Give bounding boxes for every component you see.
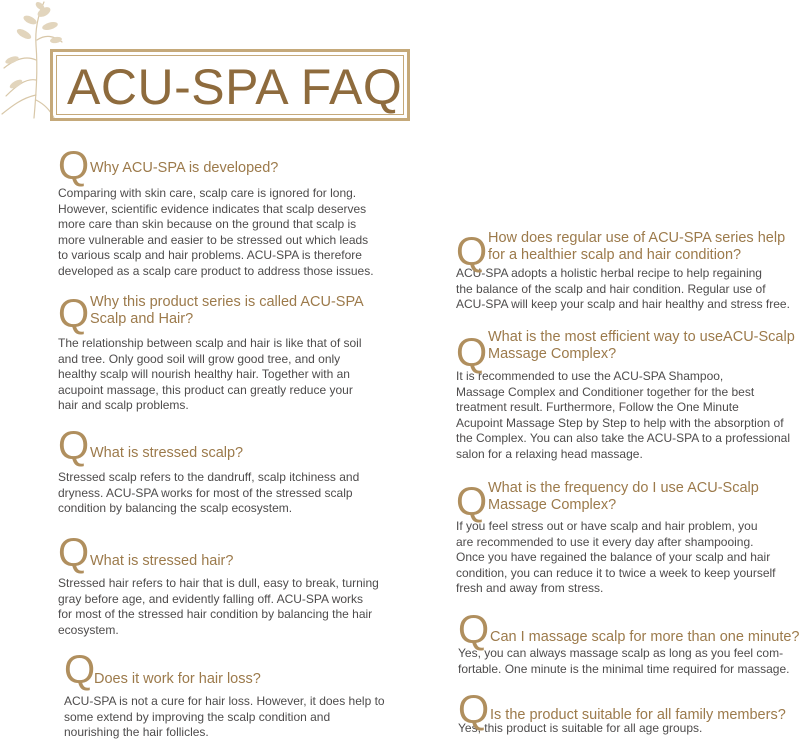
- faq-answer: Stressed scalp refers to the dandruff, scalp itchiness and dryness. ACU-SPA works for most of the stressed scalp condition by balancing the scalp ecosystem.: [58, 470, 360, 515]
- faq-item: [456, 478, 800, 597]
- q-mark-icon: Q: [458, 688, 490, 732]
- faq-question: Does it work for hair loss?: [94, 671, 261, 687]
- page-title: ACU-SPA FAQ: [67, 59, 403, 115]
- faq-item: [458, 688, 800, 737]
- faq-item: [456, 228, 796, 313]
- q-mark-icon: Q: [456, 331, 488, 375]
- q-mark-icon: Q: [58, 292, 90, 336]
- faq-answer: Stressed hair refers to hair that is dull, easy to break, turning gray before age, and evidently falling off. ACU-SPA works for most of the stressed hair condition by balancing the hair ecosystem.: [58, 576, 379, 637]
- faq-question: Why this product series is called ACU-SPA Scalp and Hair?: [90, 294, 364, 327]
- faq-item: [58, 292, 418, 414]
- title-frame: [50, 49, 410, 121]
- q-mark-icon: Q: [58, 424, 90, 468]
- faq-answer: Yes, this product is suitable for all age groups.: [458, 721, 703, 735]
- q-mark-icon: Q: [458, 608, 490, 652]
- faq-question: What is the most efficient way to useACU-Scalp Massage Complex?: [488, 329, 795, 362]
- faq-item: [58, 144, 418, 279]
- faq-question: What is stressed hair?: [90, 553, 234, 569]
- faq-answer: If you feel stress out or have scalp and hair problem, you are recommended to use it every day after shampooing. Once you have regained the balance of your scalp and hair condition, you can reduce it to twice a week to keep yourself fresh and away from stress.: [456, 519, 776, 595]
- q-mark-icon: Q: [58, 144, 90, 188]
- faq-question: What is the frequency do I use ACU-Scalp Massage Complex?: [488, 480, 759, 513]
- faq-answer: ACU-SPA adopts a holistic herbal recipe to help regaining the balance of the scalp and hair condition. Regular use of ACU-SPA will keep your scalp and hair healthy and stress free.: [456, 266, 790, 311]
- faq-answer: ACU-SPA is not a cure for hair loss. However, it does help to some extend by improving the scalp condition and nourishing the hair follicles.: [64, 694, 385, 739]
- faq-question: Why ACU-SPA is developed?: [90, 160, 279, 176]
- faq-answer: Comparing with skin care, scalp care is ignored for long. However, scientific evidence indicates that scalp deserves more care than skin because on the ground that scalp is more vulnerable and easier to be stressed out which leads to various scalp and hair problems. ACU-SPA is therefore developed as a scalp care product to address those issues.: [58, 186, 374, 278]
- q-mark-icon: Q: [64, 648, 96, 692]
- faq-question: How does regular use of ACU-SPA series help for a healthier scalp and hair condition?: [488, 230, 786, 263]
- q-mark-icon: Q: [58, 531, 90, 575]
- q-mark-icon: Q: [456, 480, 488, 524]
- q-mark-icon: Q: [456, 230, 488, 274]
- faq-question: Can I massage scalp for more than one minute?: [490, 629, 800, 645]
- faq-item: [456, 327, 800, 462]
- faq-item: [58, 531, 418, 638]
- faq-answer: Yes, you can always massage scalp as long as you feel com- fortable. One minute is the minimal time required for massage.: [458, 646, 790, 676]
- faq-question: Is the product suitable for all family members?: [490, 707, 786, 723]
- faq-answer: The relationship between scalp and hair is like that of soil and tree. Only good soil will grow good tree, and only healthy scalp will nourish healthy hair. Together with an acupoint massage, this product can greatly reduce your hair and scalp problems.: [58, 336, 362, 412]
- faq-item: [58, 424, 418, 517]
- faq-question: What is stressed scalp?: [90, 445, 244, 461]
- faq-answer: It is recommended to use the ACU-SPA Shampoo, Massage Complex and Conditioner together for the best treatment result. Furthermore, Follow the One Minute Acupoint Massage Step by Step to help with the absorption of the Complex. You can also take the ACU-SPA to a professional salon for a relaxing head massage.: [456, 369, 790, 461]
- faq-item: [458, 608, 800, 677]
- faq-item: [64, 648, 424, 741]
